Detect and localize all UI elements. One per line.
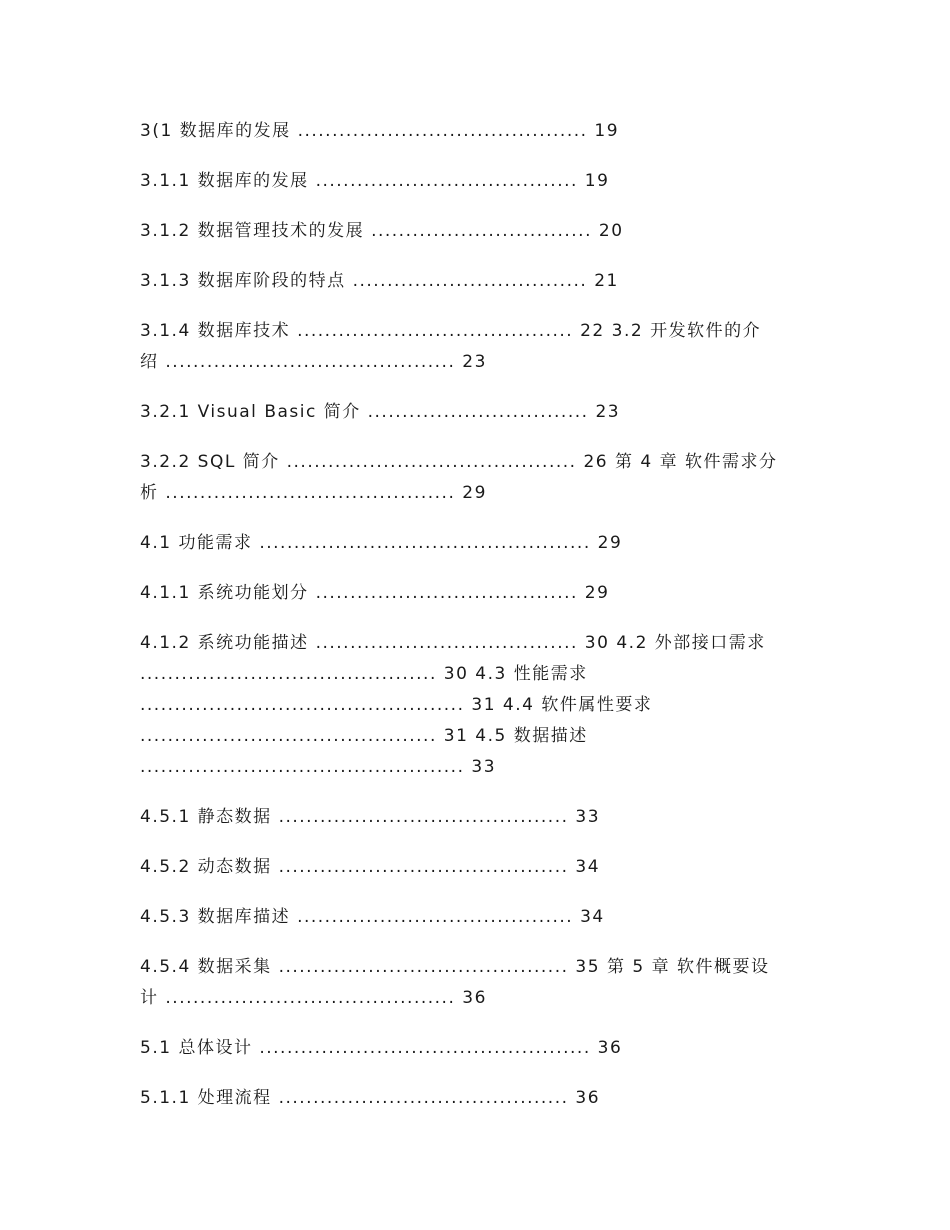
toc-line: 3.1.2 数据管理技术的发展 ................................ 20 <box>140 221 624 241</box>
toc-entry-3-1 <box>140 116 820 147</box>
toc-entry-4-1-1 <box>140 578 820 609</box>
toc-entry-4-5-3 <box>140 902 820 933</box>
toc-line: 4.5.3 数据库描述 ........................................ 34 <box>140 907 605 927</box>
toc-line: ........................................... 31 4.5 数据描述 <box>140 726 588 746</box>
toc-line: ............................................... 33 <box>140 757 497 777</box>
toc-line: 3.2.2 SQL 简介 .......................................... 26 第 4 章 软件需求分 <box>140 452 778 472</box>
toc-line: 4.1.1 系统功能划分 ...................................... 29 <box>140 583 610 603</box>
toc-line: ........................................... 30 4.3 性能需求 <box>140 664 588 684</box>
table-of-contents <box>140 116 820 1133</box>
toc-entry-4-5-2 <box>140 852 820 883</box>
toc-line: 5.1.1 处理流程 .......................................... 36 <box>140 1088 601 1108</box>
toc-entry-3-1-2 <box>140 216 820 247</box>
toc-entry-4-1 <box>140 528 820 559</box>
toc-line: 4.1.2 系统功能描述 ...................................... 30 4.2 外部接口需求 <box>140 633 766 653</box>
toc-line: 析 .......................................... 29 <box>140 483 487 503</box>
toc-entry-3-2-2 <box>140 447 820 509</box>
toc-entry-3-1-1 <box>140 166 820 197</box>
toc-line: 绍 .......................................... 23 <box>140 352 487 372</box>
toc-entry-5-1 <box>140 1033 820 1064</box>
toc-line: 5.1 总体设计 ................................................ 36 <box>140 1038 623 1058</box>
toc-line: 3.1.4 数据库技术 ........................................ 22 3.2 开发软件的介 <box>140 321 762 341</box>
toc-entry-3-1-4 <box>140 316 820 378</box>
toc-entry-4-5-1 <box>140 802 820 833</box>
toc-line: ............................................... 31 4.4 软件属性要求 <box>140 695 653 715</box>
toc-line: 计 .......................................... 36 <box>140 988 487 1008</box>
toc-line: 4.1 功能需求 ................................................ 29 <box>140 533 623 553</box>
toc-line: 3.1.3 数据库阶段的特点 .................................. 21 <box>140 271 619 291</box>
toc-entry-4-5-4 <box>140 952 820 1014</box>
toc-entry-4-1-2 <box>140 628 820 783</box>
toc-entry-3-2-1 <box>140 397 820 428</box>
toc-line: 3.1.1 数据库的发展 ...................................... 19 <box>140 171 610 191</box>
toc-line: 3.2.1 Visual Basic 简介 ................................ 23 <box>140 402 621 422</box>
toc-entry-5-1-1 <box>140 1083 820 1114</box>
toc-line: 4.5.1 静态数据 .......................................... 33 <box>140 807 601 827</box>
toc-entry-3-1-3 <box>140 266 820 297</box>
toc-line: 3(1 数据库的发展 .......................................... 19 <box>140 121 620 141</box>
toc-line: 4.5.4 数据采集 .......................................... 35 第 5 章 软件概要设 <box>140 957 770 977</box>
toc-line: 4.5.2 动态数据 .......................................... 34 <box>140 857 601 877</box>
